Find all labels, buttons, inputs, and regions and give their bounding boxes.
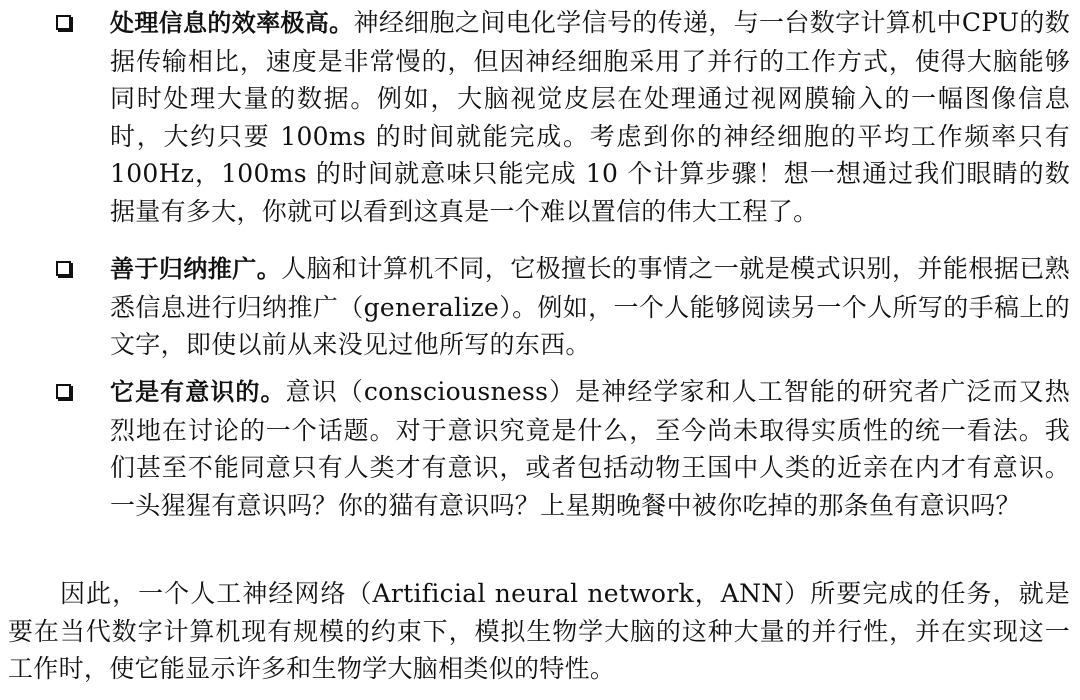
square-bullet-icon <box>56 261 71 276</box>
bullet-item-consciousness <box>110 373 1070 524</box>
bullet-body-text: 人脑和计算机不同，它极擅长的事情之一就是模式识别，并能根据已熟悉信息进行归纳推广（generalize）。例如，一个人能够阅读另一个人所写的手稿上的文字，即使以前从来没见过他所写的东西。 <box>110 254 1070 359</box>
bullet-lead-text: 它是有意识的。 <box>110 378 286 406</box>
bullet-item-generalization <box>110 250 1070 364</box>
bullet-body-text: 神经细胞之间电化学信号的传递，与一台数字计算机中CPU的数据传输相比，速度是非常慢的，但因神经细胞采用了并行的工作方式，使得大脑能够同时处理大量的数据。例如，大脑视觉皮层在处理通过视网膜输入的一幅图像信息时，大约只要 100ms 的时间就能完成。考虑到你的神经细胞的平均工作频率只有 100Hz，100ms 的时间就意味只能完成 10 个计算步骤！想一想通过我们眼睛的数据量有多大，你就可以看到这真是一个难以置信的伟大工程了。 <box>110 8 1070 226</box>
square-bullet-icon <box>56 15 71 30</box>
bullet-item-efficiency <box>110 4 1070 230</box>
bullet-body-text: 意识（consciousness）是神经学家和人工智能的研究者广泛而又热烈地在讨论的一个话题。对于意识究竟是什么，至今尚未取得实质性的统一看法。我们甚至不能同意只有人类才有意识，或者包括动物王国中人类的近亲在内才有意识。一头猩猩有意识吗？你的猫有意识吗？上星期晚餐中被你吃掉的那条鱼有意识吗？ <box>110 377 1070 520</box>
closing-paragraph: 因此，一个人工神经网络（Artificial neural network，ANN）所要完成的任务，就是要在当代数字计算机现有规模的约束下，模拟生物学大脑的这种大量的并行性，并在实现这一工作时，使它能显示许多和生物学大脑相类似的特性。 <box>8 579 1070 683</box>
square-bullet-icon <box>56 384 71 399</box>
bullet-lead-text: 处理信息的效率极高。 <box>110 9 354 37</box>
bullet-lead-text: 善于归纳推广。 <box>110 255 282 283</box>
